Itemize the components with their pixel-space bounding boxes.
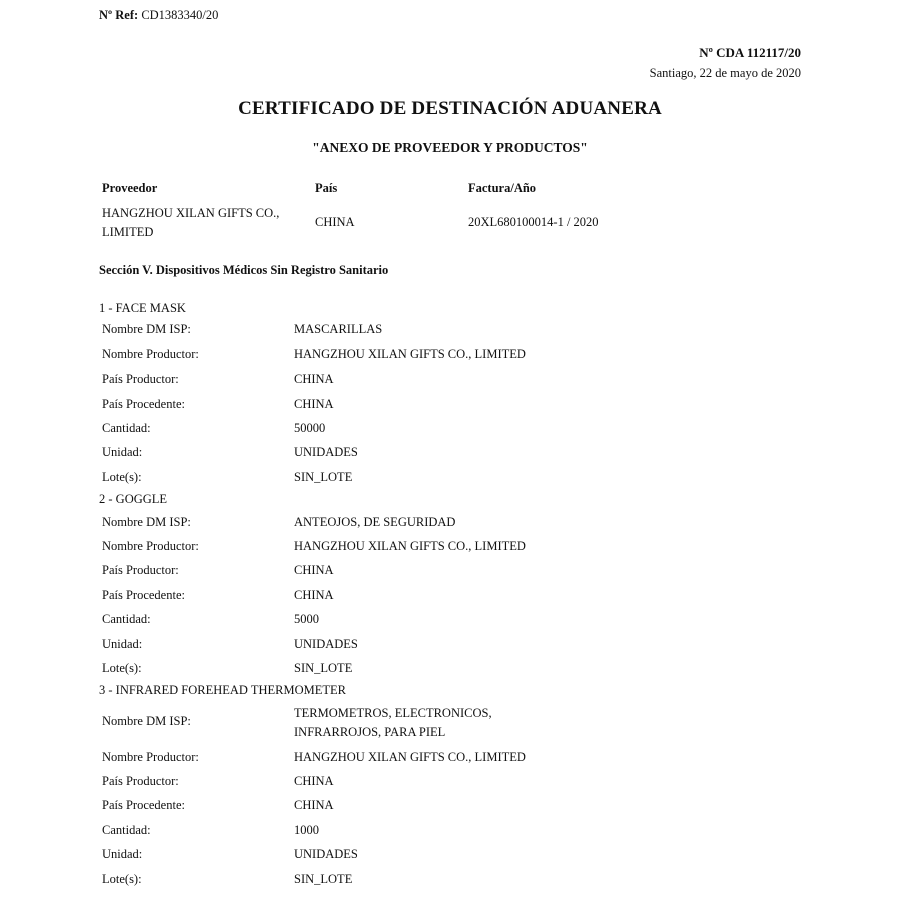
document-subtitle: "ANEXO DE PROVEEDOR Y PRODUCTOS" bbox=[312, 140, 588, 155]
reference-value: CD1383340/20 bbox=[141, 8, 219, 22]
value-productor: HANGZHOU XILAN GIFTS CO., LIMITED bbox=[294, 347, 526, 361]
label-cantidad: Cantidad: bbox=[102, 612, 151, 626]
value-nombre-dm bbox=[294, 704, 492, 742]
label-lotes: Lote(s): bbox=[102, 661, 142, 675]
label-productor: Nombre Productor: bbox=[102, 750, 199, 764]
value-pais-procedente: CHINA bbox=[294, 397, 334, 411]
value-lotes: SIN_LOTE bbox=[294, 661, 353, 675]
reference-label: Nº Ref: bbox=[99, 8, 139, 22]
supplier-header-proveedor: Proveedor bbox=[102, 181, 158, 195]
supplier-name-line2: LIMITED bbox=[102, 225, 154, 239]
value-pais-procedente: CHINA bbox=[294, 588, 334, 602]
value-unidad: UNIDADES bbox=[294, 637, 358, 651]
label-cantidad: Cantidad: bbox=[102, 823, 151, 837]
value-nombre-dm-line1: TERMOMETROS, ELECTRONICOS, bbox=[294, 706, 492, 720]
label-unidad: Unidad: bbox=[102, 445, 143, 459]
supplier-name bbox=[102, 204, 279, 242]
label-pais-procedente: País Procedente: bbox=[102, 397, 185, 411]
value-cantidad: 5000 bbox=[294, 612, 319, 626]
document-title: CERTIFICADO DE DESTINACIÓN ADUANERA bbox=[238, 98, 662, 119]
value-unidad: UNIDADES bbox=[294, 445, 358, 459]
product-heading: 1 - FACE MASK bbox=[99, 301, 186, 315]
label-cantidad: Cantidad: bbox=[102, 421, 151, 435]
value-pais-productor: CHINA bbox=[294, 774, 334, 788]
label-productor: Nombre Productor: bbox=[102, 539, 199, 553]
supplier-header-factura: Factura/Año bbox=[468, 181, 537, 195]
value-unidad: UNIDADES bbox=[294, 847, 358, 861]
label-lotes: Lote(s): bbox=[102, 872, 142, 886]
issue-date: Santiago, 22 de mayo de 2020 bbox=[649, 66, 801, 80]
value-pais-productor: CHINA bbox=[294, 563, 334, 577]
supplier-invoice: 20XL680100014-1 / 2020 bbox=[468, 215, 599, 229]
value-productor: HANGZHOU XILAN GIFTS CO., LIMITED bbox=[294, 539, 526, 553]
label-lotes: Lote(s): bbox=[102, 470, 142, 484]
supplier-country: CHINA bbox=[315, 215, 355, 229]
label-unidad: Unidad: bbox=[102, 847, 143, 861]
label-pais-procedente: País Procedente: bbox=[102, 798, 185, 812]
value-lotes: SIN_LOTE bbox=[294, 470, 353, 484]
value-nombre-dm: MASCARILLAS bbox=[294, 322, 383, 336]
value-cantidad: 1000 bbox=[294, 823, 319, 837]
label-productor: Nombre Productor: bbox=[102, 347, 199, 361]
label-nombre-dm: Nombre DM ISP: bbox=[102, 714, 191, 728]
label-nombre-dm: Nombre DM ISP: bbox=[102, 322, 191, 336]
value-pais-procedente: CHINA bbox=[294, 798, 334, 812]
product-heading: 3 - INFRARED FOREHEAD THERMOMETER bbox=[99, 683, 346, 697]
label-pais-productor: País Productor: bbox=[102, 563, 179, 577]
label-pais-procedente: País Procedente: bbox=[102, 588, 185, 602]
value-pais-productor: CHINA bbox=[294, 372, 334, 386]
value-productor: HANGZHOU XILAN GIFTS CO., LIMITED bbox=[294, 750, 526, 764]
supplier-header-pais: País bbox=[315, 181, 338, 195]
supplier-name-line1: HANGZHOU XILAN GIFTS CO., bbox=[102, 206, 280, 220]
value-nombre-dm-line2: INFRARROJOS, PARA PIEL bbox=[294, 725, 446, 739]
label-unidad: Unidad: bbox=[102, 637, 143, 651]
value-lotes: SIN_LOTE bbox=[294, 872, 353, 886]
label-nombre-dm: Nombre DM ISP: bbox=[102, 515, 191, 529]
label-pais-productor: País Productor: bbox=[102, 774, 179, 788]
value-nombre-dm: ANTEOJOS, DE SEGURIDAD bbox=[294, 515, 456, 529]
section-title: Sección V. Dispositivos Médicos Sin Registro Sanitario bbox=[99, 263, 389, 277]
label-pais-productor: País Productor: bbox=[102, 372, 179, 386]
product-heading: 2 - GOGGLE bbox=[99, 492, 168, 506]
cda-number: Nº CDA 112117/20 bbox=[699, 45, 801, 60]
value-cantidad: 50000 bbox=[294, 421, 326, 435]
reference-number bbox=[99, 8, 218, 23]
